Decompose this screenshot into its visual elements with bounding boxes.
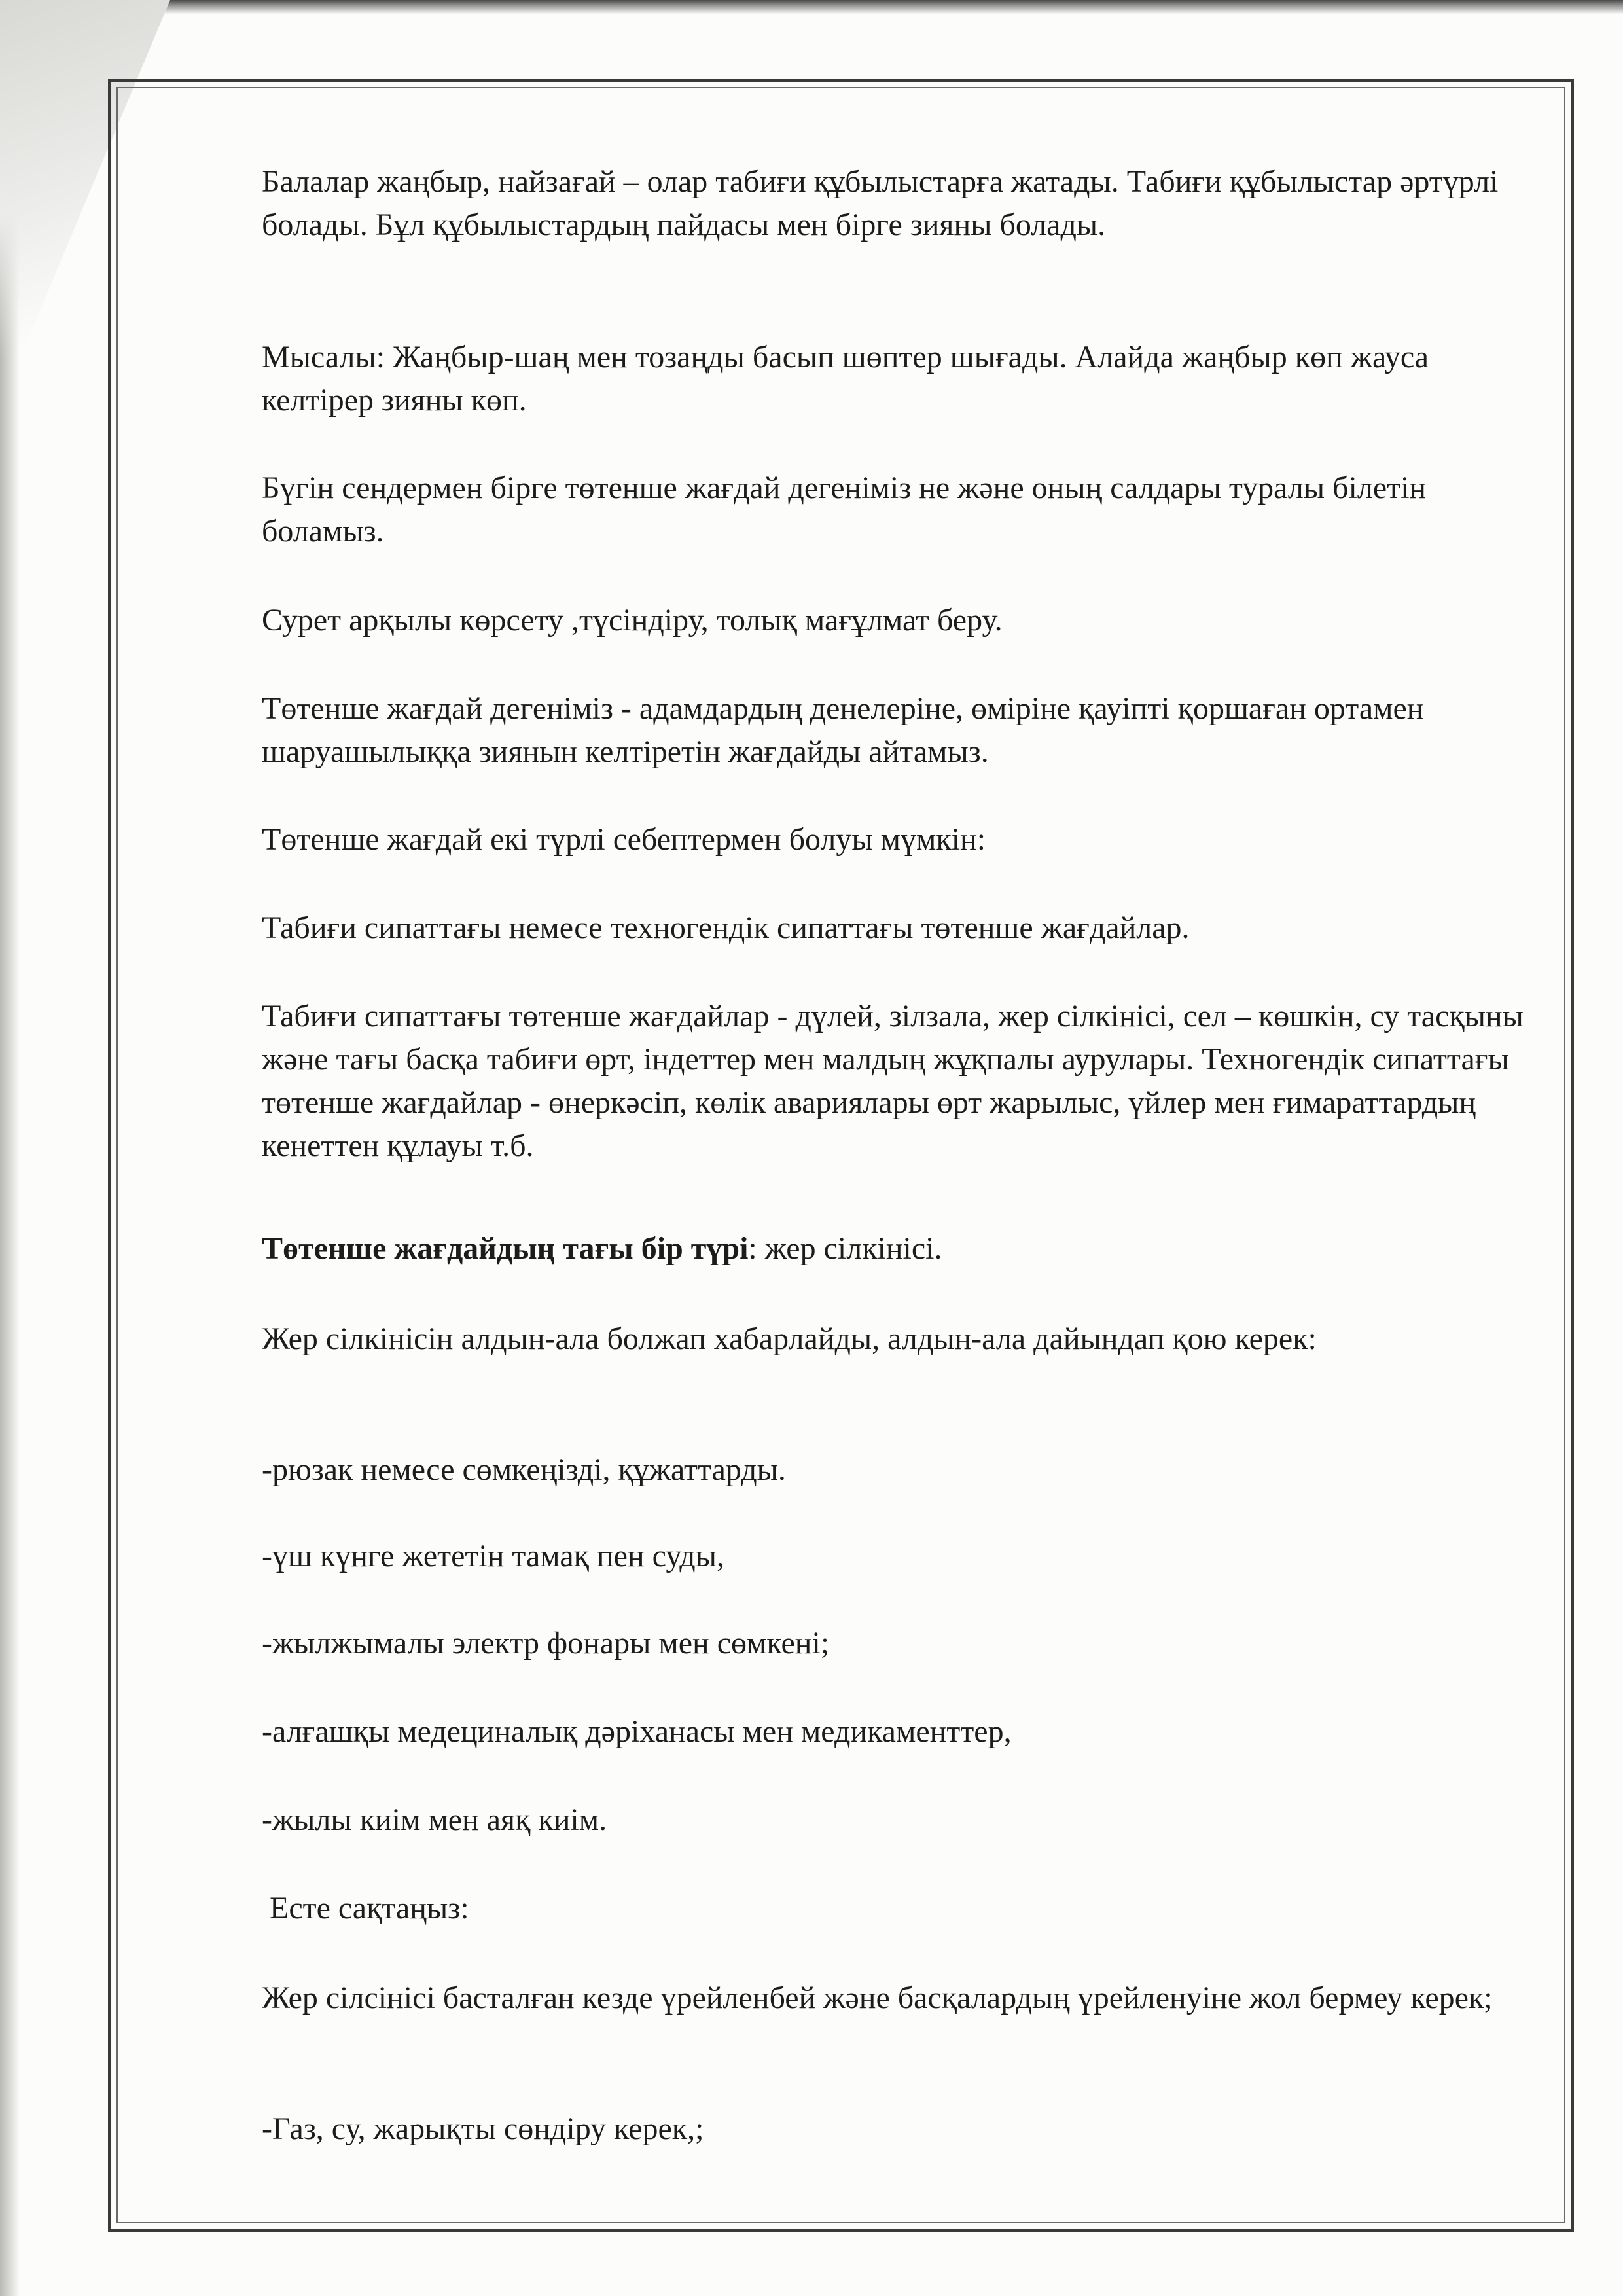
rule-item: -Газ, су, жарықты сөндіру керек,; (262, 2111, 704, 2146)
list-item: -жылы киім мен аяқ киім. (262, 1803, 607, 1837)
paragraph-example: Мысалы: Жаңбыр-шаң мен тозаңды басып шөптер шығады. Алайда жаңбыр көп жауса келтірер зияны көп. (262, 340, 1429, 418)
rule-item: Жер сілсінісі басталған кезде үрейленбей және басқалардың үрейленуіне жол бермеу керек; (262, 1981, 1493, 2015)
list-item: -жылжымалы электр фонары мен сөмкені; (262, 1626, 830, 1660)
list-item: -рюзак немесе сөмкеңізді, құжаттарды. (262, 1452, 786, 1487)
another-type-bold: Төтенше жағдайдың тағы бір түрі (262, 1231, 749, 1266)
list-item: -үш күнге жететін тамақ пен суды, (262, 1539, 724, 1573)
scan-shadow-top (164, 0, 1623, 14)
paragraph-prepare-intro: Жер сілкінісін алдын-ала болжап хабарлайды, алдын-ала дайындап қою керек: (262, 1321, 1317, 1356)
paragraph-natural-technogenic: Табиғи сипаттағы төтенше жағдайлар - дүлей, зілзала, жер сілкінісі, сел – көшкін, су тасқыны және тағы басқа табиғи өрт, індеттер мен малдың жұқпалы аурулары. Техногендік сипаттағы төтенше жағдайлар - өнеркәсіп, көлік авариялары өрт жарылыс, үйлер мен ғимараттардың кенеттен құлауы т.б. (262, 999, 1524, 1163)
paragraph-today: Бүгін сендермен бірге төтенше жағдай дегеніміз не және оның салдары туралы білетін боламыз. (262, 471, 1427, 548)
paragraph-definition: Төтенше жағдай дегеніміз - адамдардың денелеріне, өміріне қауіпті қоршаған ортамен шаруашылыққа зиянын келтіретін жағдайды айтамыз. (262, 691, 1424, 769)
paragraph-intro: Балалар жаңбыр, найзағай – олар табиғи құбылыстарға жатады. Табиғи құбылыстар әртүрлі болады. Бұл құбылыстардың пайдасы мен бірге зияны болады. (262, 164, 1499, 242)
remember-label: Есте сақтаңыз: (270, 1891, 469, 1926)
list-item: -алғашқы медециналық дәріханасы мен медикаменттер, (262, 1714, 1012, 1749)
another-type-rest: : жер сілкінісі. (748, 1231, 942, 1266)
paragraph-kinds: Табиғи сипаттағы немесе техногендік сипаттағы төтенше жағдайлар. (262, 910, 1190, 945)
paragraph-another-type (262, 1227, 1544, 1270)
paragraph-instruction: Сурет арқылы көрсету ,түсіндіру, толық мағұлмат беру. (262, 603, 1003, 637)
paragraph-causes: Төтенше жағдай екі түрлі себептермен болуы мүмкін: (262, 822, 986, 857)
